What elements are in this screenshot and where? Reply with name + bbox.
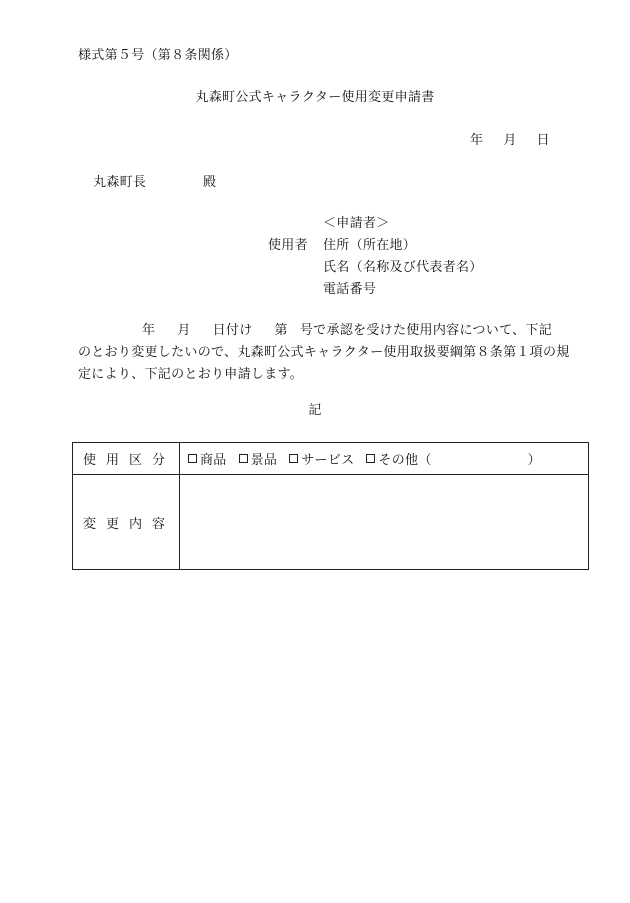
body-line-1-rest: 号で承認を受けた使用内容について、下記 — [299, 323, 553, 338]
date-year-label: 年 — [470, 133, 484, 148]
option-goods[interactable] — [188, 449, 227, 468]
applicant-block — [0, 216, 630, 296]
ki-heading: 記 — [308, 403, 322, 418]
body-line-2: のとおり変更したいので、丸森町公式キャラクター使用取扱要綱第８条第１項の規 — [78, 345, 570, 360]
date-day-label: 日 — [536, 133, 550, 148]
details-table — [72, 442, 589, 570]
body-dated: 日付け — [212, 323, 253, 338]
option-prize-label: 景品 — [250, 453, 278, 468]
phone-label: 電話番号 — [323, 282, 377, 297]
change-row — [73, 475, 588, 569]
option-goods-label: 商品 — [200, 453, 227, 468]
body-paragraph — [78, 320, 593, 386]
applicant-heading: ＜申請者＞ — [323, 216, 390, 231]
option-prize[interactable] — [239, 449, 278, 468]
option-service[interactable] — [289, 449, 354, 468]
address-label: 住所（所在地） — [323, 238, 417, 253]
date-line — [470, 133, 550, 149]
option-service-label: サービス — [301, 453, 355, 468]
body-no: 第 — [274, 323, 288, 338]
usage-row — [73, 443, 588, 475]
change-value[interactable] — [180, 475, 588, 569]
checkbox-icon[interactable] — [366, 454, 375, 463]
addressee — [93, 175, 216, 191]
checkbox-icon[interactable] — [239, 454, 248, 463]
document-title: 丸森町公式キャラクター使用変更申請書 — [195, 90, 435, 105]
usage-options — [180, 443, 588, 474]
checkbox-icon[interactable] — [188, 454, 197, 463]
body-line-3: 定により、下記のとおり申請します。 — [78, 367, 304, 382]
checkbox-icon[interactable] — [289, 454, 298, 463]
date-month-label: 月 — [503, 133, 517, 148]
addressee-honorific: 殿 — [203, 175, 217, 190]
body-year: 年 — [142, 323, 156, 338]
body-month: 月 — [177, 323, 191, 338]
option-other-label: その他（ — [378, 453, 432, 468]
form-number: 様式第５号（第８条関係） — [78, 48, 238, 63]
body-line-1 — [78, 320, 593, 342]
name-label: 氏名（名称及び代表者名） — [323, 260, 483, 275]
usage-label: 使用区分 — [73, 443, 180, 474]
change-label: 変更内容 — [73, 475, 180, 569]
user-label: 使用者 — [268, 238, 308, 253]
addressee-name: 丸森町長 — [93, 175, 147, 190]
option-other[interactable] — [366, 449, 541, 468]
option-other-close: ） — [527, 453, 541, 468]
